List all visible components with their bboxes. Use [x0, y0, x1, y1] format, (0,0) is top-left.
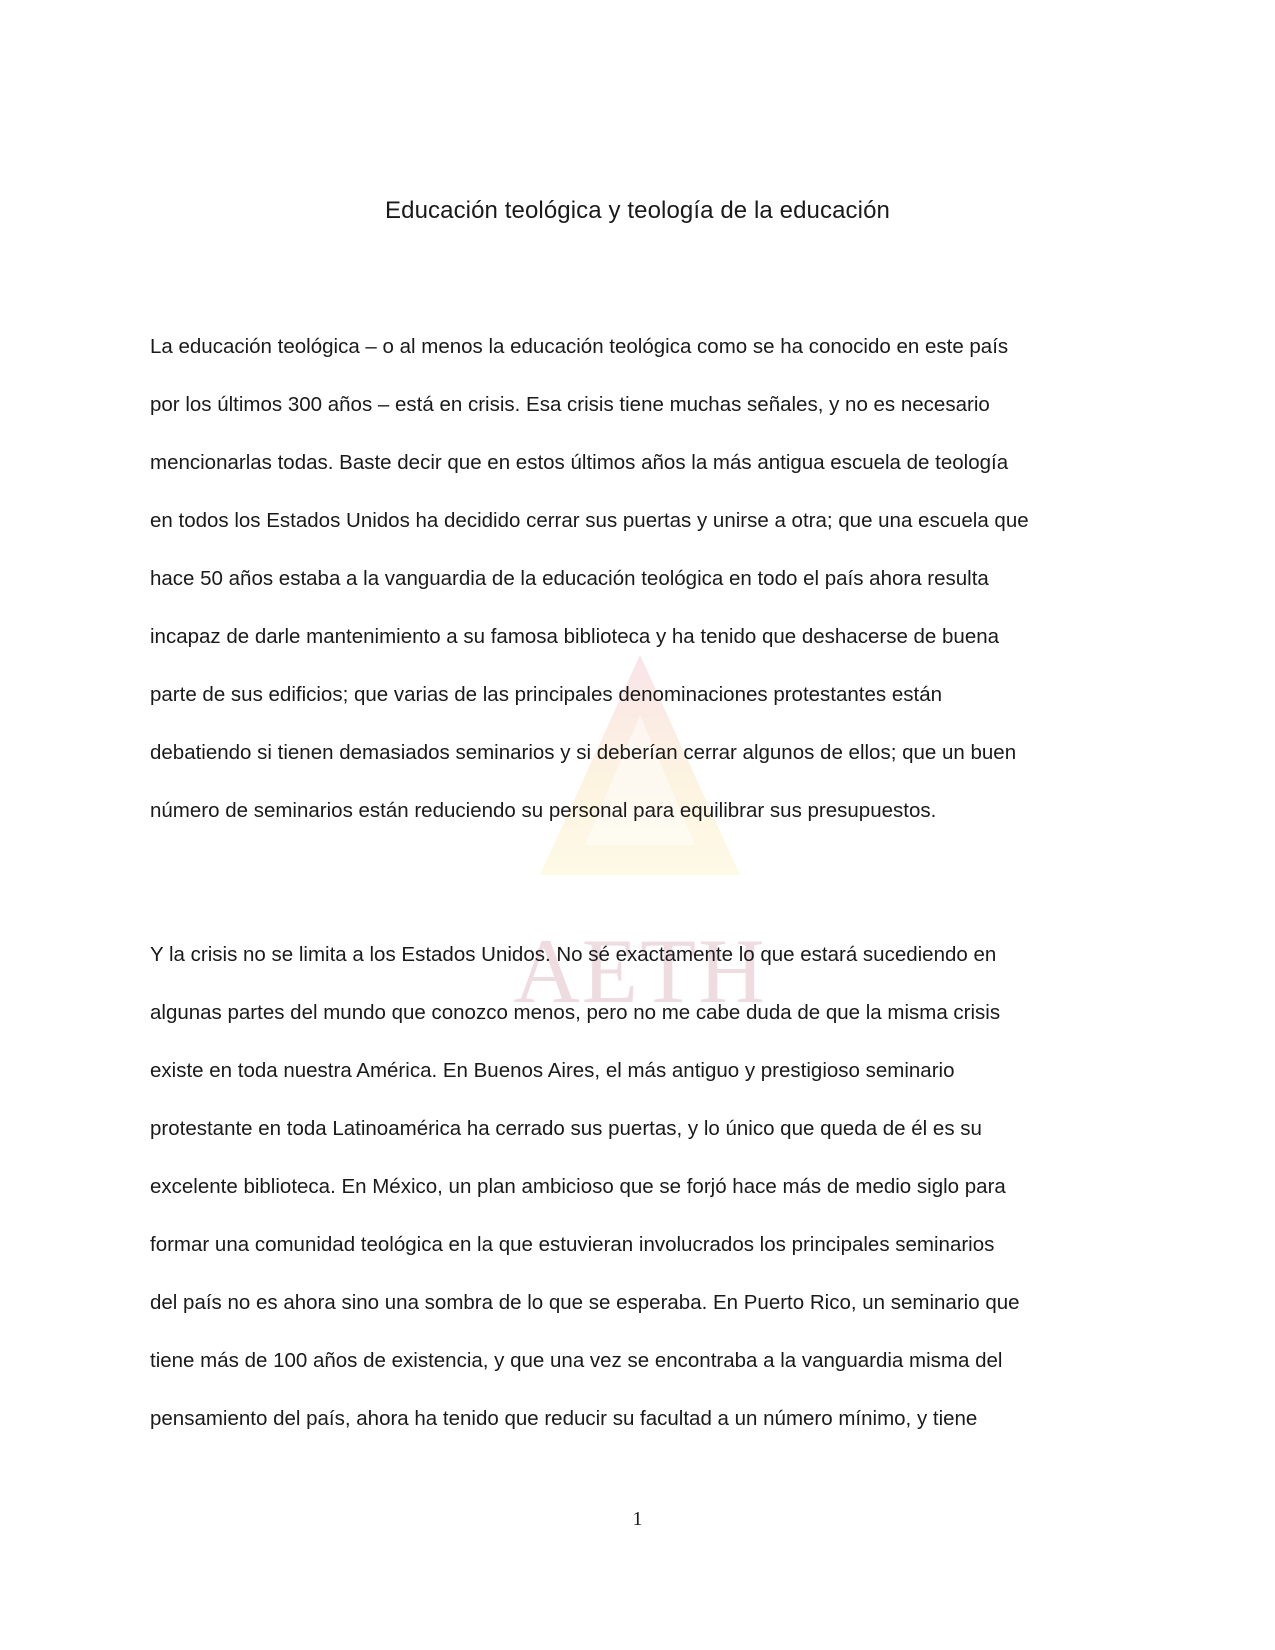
aeth-watermark-text: AETH [513, 920, 767, 1022]
text-line: La educación teológica – o al menos la educación teológica como se ha conocido en este país [150, 335, 1009, 358]
text-line: del país no es ahora sino una sombra de lo que se esperaba. En Puerto Rico, un seminario que [150, 1291, 1020, 1314]
text-line: algunas partes del mundo que conozco menos, pero no me cabe duda de que la misma crisis [150, 1001, 1001, 1024]
text-line: número de seminarios están reduciendo su personal para equilibrar sus presupuestos. [150, 799, 937, 822]
text-line: debatiendo si tienen demasiados seminarios y si deberían cerrar algunos de ellos; que un buen [150, 741, 1017, 764]
text-line: por los últimos 300 años – está en crisis. Esa crisis tiene muchas señales, y no es necesario [150, 393, 990, 416]
text-line: pensamiento del país, ahora ha tenido que reducir su facultad a un número mínimo, y tiene [150, 1407, 978, 1430]
paragraph-1 [150, 332, 1125, 854]
text-line: incapaz de darle mantenimiento a su famosa biblioteca y ha tenido que deshacerse de buena [150, 625, 1000, 648]
text-line: formar una comunidad teológica en la que estuvieran involucrados los principales seminarios [150, 1233, 995, 1256]
document-title: Educación teológica y teología de la educación [385, 197, 890, 224]
text-line: existe en toda nuestra América. En Buenos Aires, el más antiguo y prestigioso seminario [150, 1059, 955, 1082]
text-line: tiene más de 100 años de existencia, y que una vez se encontraba a la vanguardia misma del [150, 1349, 1003, 1372]
text-line: Y la crisis no se limita a los Estados Unidos. No sé exactamente lo que estará sucediendo en [150, 943, 997, 966]
paragraph-2 [150, 940, 1125, 1462]
text-line: en todos los Estados Unidos ha decidido cerrar sus puertas y unirse a otra; que una escuela que [150, 509, 1029, 532]
text-line: mencionarlas todas. Baste decir que en estos últimos años la más antigua escuela de teología [150, 451, 1009, 474]
text-line: protestante en toda Latinoamérica ha cerrado sus puertas, y lo único que queda de él es su [150, 1117, 982, 1140]
text-line: excelente biblioteca. En México, un plan ambicioso que se forjó hace más de medio siglo para [150, 1175, 1006, 1198]
text-line: parte de sus edificios; que varias de las principales denominaciones protestantes están [150, 683, 942, 706]
text-line: hace 50 años estaba a la vanguardia de la educación teológica en todo el país ahora resulta [150, 567, 989, 590]
page-number: 1 [632, 1508, 643, 1530]
